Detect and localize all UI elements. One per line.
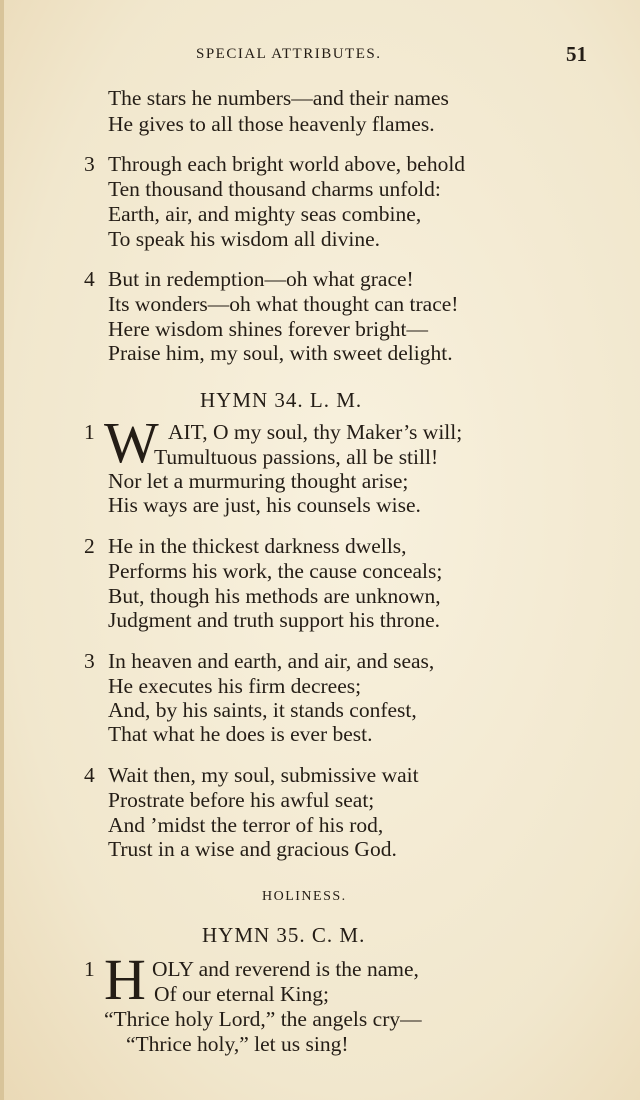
- verse-line: Earth, air, and mighty seas combine,: [108, 202, 422, 226]
- verse-line: His ways are just, his counsels wise.: [108, 493, 421, 517]
- verse-line: Here wisdom shines forever bright—: [108, 317, 429, 341]
- verse-line: Prostrate before his awful seat;: [108, 788, 375, 812]
- drop-cap: W: [104, 410, 159, 475]
- stanza-number: 3: [84, 152, 95, 176]
- verse-line: He executes his firm decrees;: [108, 674, 362, 698]
- stanza-number: 4: [84, 763, 95, 787]
- verse-line: OLY and reverend is the name,: [152, 957, 419, 981]
- section-heading: HOLINESS.: [262, 889, 347, 904]
- verse-line: AIT, O my soul, thy Maker’s will;: [168, 420, 463, 444]
- verse-line: Ten thousand thousand charms unfold:: [108, 177, 441, 201]
- verse-line: Its wonders—oh what thought can trace!: [108, 292, 459, 316]
- verse-line: He in the thickest darkness dwells,: [108, 534, 407, 558]
- stanza-number: 1: [84, 957, 95, 981]
- hymn-title: HYMN 34. L. M.: [200, 388, 363, 412]
- verse-line: But in redemption—oh what grace!: [108, 267, 414, 291]
- verse-line: But, though his methods are unknown,: [108, 584, 441, 608]
- hymn-title: HYMN 35. C. M.: [202, 923, 366, 947]
- stanza-number: 3: [84, 649, 95, 673]
- verse-line: Wait then, my soul, submissive wait: [108, 763, 419, 787]
- verse-line: The stars he numbers—and their names: [108, 86, 449, 110]
- verse-line: “Thrice holy,” let us sing!: [126, 1032, 349, 1056]
- stanza-number: 2: [84, 534, 95, 558]
- verse-line: “Thrice holy Lord,” the angels cry—: [104, 1007, 422, 1031]
- verse-line: To speak his wisdom all divine.: [108, 227, 380, 251]
- verse-line: Performs his work, the cause conceals;: [108, 559, 443, 583]
- verse-line: That what he does is ever best.: [108, 722, 373, 746]
- verse-line: Trust in a wise and gracious God.: [108, 837, 397, 861]
- verse-line: Praise him, my soul, with sweet delight.: [108, 341, 453, 365]
- stanza-number: 1: [84, 420, 95, 444]
- running-head: SPECIAL ATTRIBUTES.: [196, 46, 382, 62]
- verse-line: He gives to all those heavenly flames.: [108, 112, 435, 136]
- verse-line: Judgment and truth support his throne.: [108, 608, 441, 632]
- stanza-number: 4: [84, 267, 95, 291]
- drop-cap: H: [104, 947, 146, 1012]
- verse-line: And, by his saints, it stands confest,: [108, 698, 417, 722]
- verse-line: Tumultuous passions, all be still!: [154, 445, 439, 469]
- verse-line: Of our eternal King;: [154, 982, 329, 1006]
- verse-line: In heaven and earth, and air, and seas,: [108, 649, 435, 673]
- verse-line: Nor let a murmuring thought arise;: [108, 469, 409, 493]
- page-number: 51: [566, 42, 587, 66]
- verse-line: And ’midst the terror of his rod,: [108, 813, 384, 837]
- verse-line: Through each bright world above, behold: [108, 152, 466, 176]
- page-edge: [0, 0, 4, 1100]
